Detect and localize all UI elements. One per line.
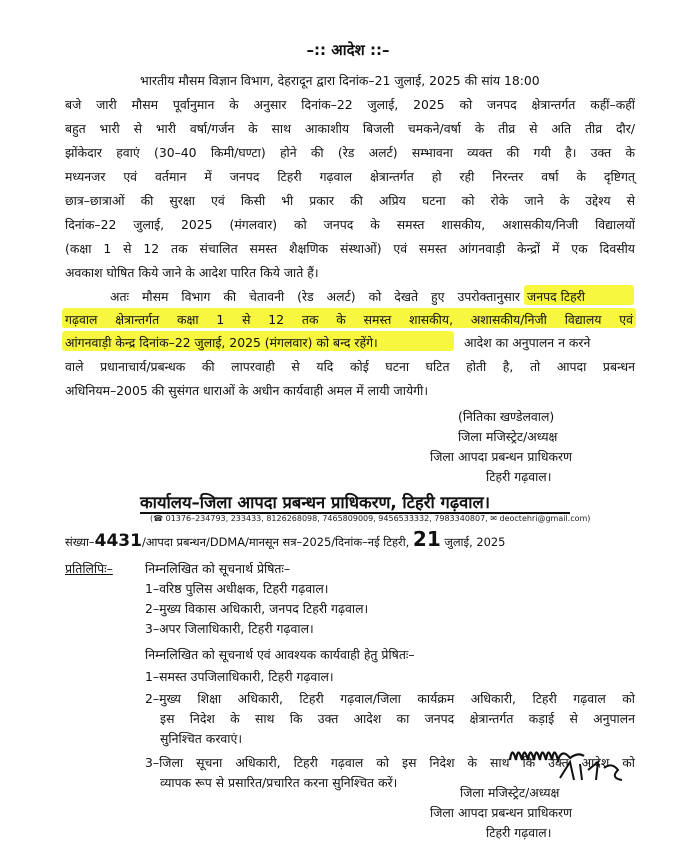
signatory-place: टिहरी गढ़वाल। — [486, 469, 552, 484]
signatory-place: टिहरी गढ़वाल। — [486, 825, 552, 840]
office-heading: कार्यालय–जिला आपदा प्रबन्धन प्राधिकरण, टिहरी गढ़वाल। — [140, 493, 490, 512]
reference-line — [65, 527, 506, 551]
para2-line: अधिनियम–2005 की सुसंगत धाराओं के अधीन कार्यवाही अमल में लायी जायेगी। — [65, 383, 429, 398]
copies-action-item: सुनिश्चित करवाएं। — [160, 731, 243, 746]
signatory-designation: जिला मजिस्ट्रेट/अध्यक्ष — [458, 429, 558, 444]
para2-highlighted-text: जनपद टिहरी — [527, 289, 585, 304]
reference-number-handwritten: 4431 — [94, 531, 142, 551]
copies-action-item: 3–जिला सूचना अधिकारी, टिहरी गढ़वाल को इस निदेश के साथ कि उक्त आदेश को — [145, 755, 635, 770]
copies-action-item: व्यापक रूप से प्रसारित/प्रचारित करना सुनिश्चित करें। — [160, 775, 398, 790]
copies-action-item: इस निदेश के साथ कि उक्त आदेश का जनपद क्षेत्रान्तर्गत कड़ाई से अनुपालन — [160, 711, 635, 726]
para2-line: आदेश का अनुपालन न करने — [464, 335, 591, 350]
copies-action-item: 2–मुख्य शिक्षा अधिकारी, टिहरी गढ़वाल/जिला कार्यक्रम अधिकारी, टिहरी गढ़वाल को — [145, 691, 635, 706]
para1-line: छात्र–छात्राओं की सुरक्षा एवं किसी भी प्रकार की अप्रिय घटना को रोके जाने के उद्देश्य से — [65, 193, 635, 208]
para2-line: वाले प्रधानाचार्य/प्रबन्धक की लापरवाही से यदि कोई घटना घटित होती है, तो आपदा प्रबन्धन — [65, 359, 635, 374]
signatory-designation: जिला मजिस्ट्रेट/अध्यक्ष — [460, 785, 560, 800]
para2-line: अतः मौसम विभाग की चेतावनी (रेड अलर्ट) को देखते हुए उपरोक्तानुसार — [110, 289, 520, 304]
para1-line: अवकाश घोषित किये जाने के आदेश पारित किये जाते हैं। — [65, 265, 319, 280]
reference-day-handwritten: 21 — [412, 527, 441, 551]
copies-label: प्रतिलिपिः– — [65, 561, 113, 576]
copies-info-heading: निम्नलिखित को सूचनार्थ प्रेषितः– — [145, 561, 291, 576]
para1-line: भारतीय मौसम विज्ञान विभाग, देहरादून द्वारा दिनांक–21 जुलाई, 2025 की सांय 18:00 — [140, 73, 540, 88]
copies-info-item: 3–अपर जिलाधिकारी, टिहरी गढ़वाल। — [145, 621, 314, 636]
copies-info-item: 2–मुख्य विकास अधिकारी, जनपद टिहरी गढ़वाल। — [145, 601, 369, 616]
para1-line: दिनांक–22 जुलाई, 2025 (मंगलवार) को जनपद के समस्त शासकीय, अशासकीय/निजी विद्यालयों — [65, 217, 635, 232]
copies-action-item: 1–समस्त उपजिलाधिकारी, टिहरी गढ़वाल। — [145, 669, 334, 684]
reference-prefix: संख्या– — [65, 535, 95, 549]
para2-highlighted-text: गढ़वाल क्षेत्रान्तर्गत कक्षा 1 से 12 तक के समस्त शासकीय, अशासकीय/निजी विद्यालय एवं — [65, 312, 633, 327]
para1-line: झोंकेदार हवाएं (30–40 किमी/घण्टा) होने की (रेड अलर्ट) सम्भावना व्यक्त की गयी है। उक्त के — [65, 145, 635, 160]
para2-highlighted-text: आंगनवाड़ी केन्द्र दिनांक–22 जुलाई, 2025 (मंगलवार) को बन्द रहेंगे। — [65, 335, 378, 350]
copies-action-heading: निम्नलिखित को सूचनार्थ एवं आवश्यक कार्यवाही हेतु प्रेषितः– — [145, 647, 415, 662]
order-title: –:: आदेश ::– — [306, 41, 390, 59]
signatory-authority: जिला आपदा प्रबन्धन प्राधिकरण — [430, 449, 573, 464]
para1-line: बहुत भारी से भारी वर्षा/गर्जन के साथ आकाशीय बिजली चमकने/वर्षा के तीव्र से अति तीव्र दौर/ — [65, 121, 635, 136]
reference-suffix: जुलाई, 2025 — [444, 535, 506, 549]
copies-info-item: 1–वरिष्ठ पुलिस अधीक्षक, टिहरी गढ़वाल। — [145, 581, 329, 596]
para1-line: मध्यनजर एवं वर्तमान में जनपद टिहरी गढ़वाल क्षेत्रान्तर्गत हो रही निरन्तर वर्षा के दृष्टिगत् — [65, 169, 635, 184]
office-contact: (☎ 01376–234793, 233433, 8126268098, 7465809009, 9456533332, 7983340807, ✉ deoctehri@gmail.com) — [150, 514, 591, 523]
para1-line: बजे जारी मौसम पूर्वानुमान के अनुसार दिनांक–22 जुलाई, 2025 को जनपद क्षेत्रान्तर्गत कहीं–कहीं — [65, 97, 635, 112]
signatory-name: (नितिका खण्डेलवाल) — [458, 409, 555, 424]
para1-line: (कक्षा 1 से 12 तक संचालित समस्त शैक्षणिक संस्थाओं) एवं समस्त आंगनवाड़ी केन्द्रों में एक दिवसीय — [65, 241, 635, 256]
reference-middle: /आपदा प्रबन्धन/DDMA/मानसून सत्र–2025/दिनांक–नई टिहरी, — [141, 535, 410, 549]
signatory-authority: जिला आपदा प्रबन्धन प्राधिकरण — [430, 805, 573, 820]
